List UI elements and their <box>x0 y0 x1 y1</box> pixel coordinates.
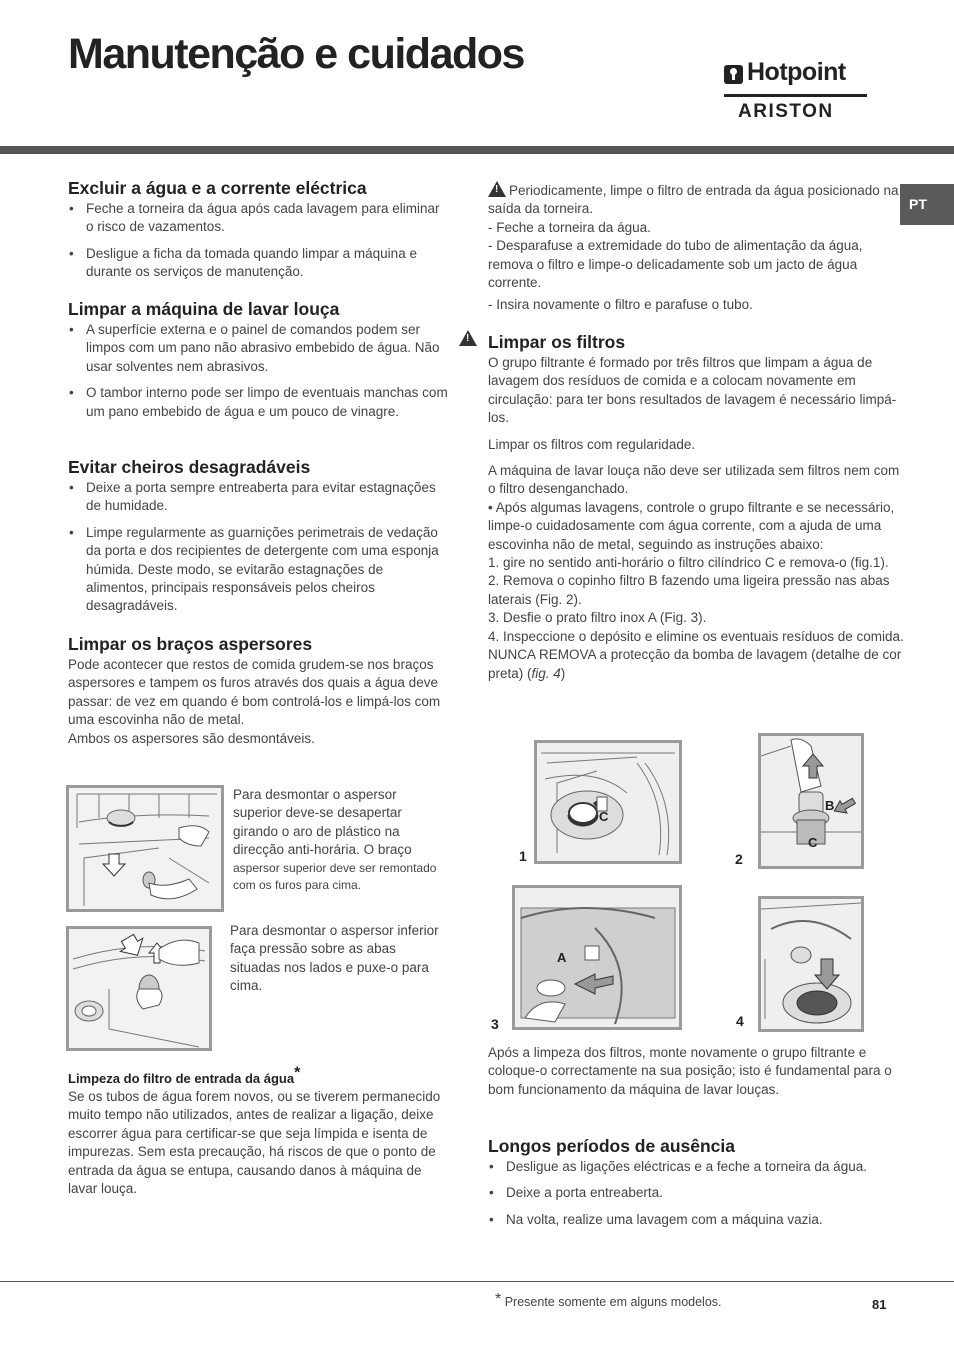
section-heading: Limpeza do filtro de entrada da água* <box>68 1064 301 1086</box>
section-spray-arms <box>68 634 446 748</box>
footer-rule <box>0 1281 954 1282</box>
brand-top: Hotpoint <box>747 58 846 86</box>
brand-divider <box>724 94 867 97</box>
fig-letter: B <box>825 798 835 813</box>
filter-cylinder-illustration <box>537 743 679 861</box>
footnote <box>495 1291 722 1309</box>
list-item: • A superfície externa e o painel de comandos podem ser limpos com um pano não abrasivo embebido de água. Não usar solventes nem abrasivos. <box>68 321 448 376</box>
footnote-text: Presente somente em alguns modelos. <box>504 1295 722 1309</box>
filter-figure-2 <box>758 733 864 869</box>
asterisk: * <box>495 1291 502 1308</box>
section-inlet-filter <box>68 1064 448 1198</box>
filter-figure-4 <box>758 896 864 1032</box>
fig-number: 3 <box>491 1016 499 1032</box>
lower-spray-arm-figure <box>66 926 212 1051</box>
filter-figure-1 <box>534 740 682 864</box>
body-text: Se os tubos de água forem novos, ou se tiverem permanecido muito tempo não utilizados, antes de realizar a ligação, deixe escorrer água para certificar-se que seja límpida e isenta de impurezas. Sem esta precaução, há riscos de que o ponto de entrada da água se entupa, causando danos à máquina de lavar louça. <box>68 1089 441 1197</box>
section-heading: Limpar os filtros <box>488 332 626 352</box>
fig-number: 1 <box>519 848 527 864</box>
warning-icon: ! <box>459 330 477 346</box>
list-item: • Desligue a ficha da tomada quando limpar a máquina e durante os serviços de manutenção. <box>68 245 448 282</box>
fig-letter: C <box>808 835 818 850</box>
upper-spray-arm-illustration <box>69 788 221 909</box>
section-filters: Limpar os filtros O grupo filtrante é formado por três filtros que limpam a água de lavagem dos resíduos de comida e a colocam novamente em circulação: para ter bons resultados de lavagem é necessário limpá-los. Limpar os filtros com regularidade. A máquina de lavar louça não deve ser utilizada sem filtros nem com o filtro desenganchado. • Após algumas lavagens, controle o grupo filtrante e se necessário, limpe-o cuidadosamente com água corrente, com a ajuda de uma escovinha não de metal, seguindo as instruções abaixo: 1. gire no sentido anti-horário o filtro cilíndrico C e remova-o (fig.1). 2. Remova o copinho filtro B fazendo uma ligeira pressão nas abas laterais (Fig. 2). 3. Desfie o prato filtro inox A (Fig. 3). 4. Inspeccione o depósito e elimine os eventuais resíduos de comida. NUNCA REMOVA a protecção da bomba de lavagem (detalhe de cor preta) (fig. 4) <box>488 332 908 683</box>
body-text: Pode acontecer que restos de comida grudem-se nos braços aspersores e tampem os furos através dos quais a água deve passar: de vez em quando é bom controlá-los e limpá-los com uma escovinha não de metal. <box>68 657 441 728</box>
lower-spray-arm-caption: Para desmontar o aspersor inferior faça pressão sobre as abas situadas nos lados e puxe-o para cima. <box>230 923 439 994</box>
header-rule <box>0 146 954 154</box>
list-item: • Limpe regularmente as guarnições perimetrais de vedação da porta e dos recipientes de detergente com uma esponja húmida. Deste modo, se evitarão estagnações de alimentos, principais responsáveis pelos cheiros desagradáveis. <box>68 524 448 616</box>
section-clean-machine <box>68 299 448 429</box>
brand-bottom: ARISTON <box>738 101 834 122</box>
filter-plate-illustration <box>515 888 679 1027</box>
warning-icon: ! <box>488 181 506 197</box>
list-item: • Deixe a porta entreaberta. <box>488 1184 888 1202</box>
section-heading: Limpar os braços aspersores <box>68 634 313 654</box>
section-heading: Longos períodos de ausência <box>488 1136 735 1156</box>
lower-spray-arm-illustration <box>69 929 209 1048</box>
brand-logo <box>722 60 868 126</box>
page-number: 81 <box>872 1297 887 1312</box>
section-inlet-steps: ! Periodicamente, limpe o filtro de entrada da água posicionado na saída da torneira. - Feche a torneira da água. - Desparafuse a extremidade do tubo de alimentação da água, remova o filtro e limpe-o delicadamente sob um jacto de água corrente. - Insira novamente o filtro e parafuse o tubo. <box>488 183 899 313</box>
filter-figure-3 <box>512 885 682 1030</box>
body-text: Ambos os aspersores são desmontáveis. <box>68 730 315 746</box>
list-item: • Desligue as ligações eléctricas e a feche a torneira da água. <box>488 1158 888 1176</box>
section-heading: Limpar a máquina de lavar louça <box>68 299 340 319</box>
pump-protection-illustration <box>761 899 861 1029</box>
fig-letter: A <box>557 950 567 965</box>
hotpoint-square-icon <box>724 65 743 84</box>
upper-spray-arm-figure <box>66 785 224 912</box>
upper-spray-arm-caption: Para desmontar o aspersor superior deve-se desapertar girando o aro de plástico na direcção anti-horária. O braço aspersor superior deve ser remontado com os furos para cima. <box>233 787 437 892</box>
list-item: • Feche a torneira da água após cada lavagem para eliminar o risco de vazamentos. <box>68 200 448 237</box>
list-item: • O tambor interno pode ser limpo de eventuais manchas com um pano embebido de água e um pouco de vinagre. <box>68 384 448 421</box>
filters-after-text: Após a limpeza dos filtros, monte novamente o grupo filtrante e coloque-o correctamente na sua posição; isto é fundamental para o bom funcionamento da máquina de lavar louças. <box>488 1045 892 1097</box>
page-title: Manutenção e cuidados <box>68 30 524 78</box>
section-odors <box>68 457 448 624</box>
section-absence <box>488 1136 888 1237</box>
section-water-power <box>68 178 448 290</box>
asterisk: * <box>294 1064 301 1082</box>
fig-number: 4 <box>736 1013 744 1029</box>
language-tab: PT <box>900 184 954 225</box>
fig-letter: C <box>599 809 609 824</box>
section-heading: Excluir a água e a corrente eléctrica <box>68 178 367 198</box>
list-item: • Deixe a porta sempre entreaberta para evitar estagnações de humidade. <box>68 479 448 516</box>
list-item: • Na volta, realize uma lavagem com a máquina vazia. <box>488 1211 888 1229</box>
fig-number: 2 <box>735 851 743 867</box>
section-heading: Evitar cheiros desagradáveis <box>68 457 311 477</box>
